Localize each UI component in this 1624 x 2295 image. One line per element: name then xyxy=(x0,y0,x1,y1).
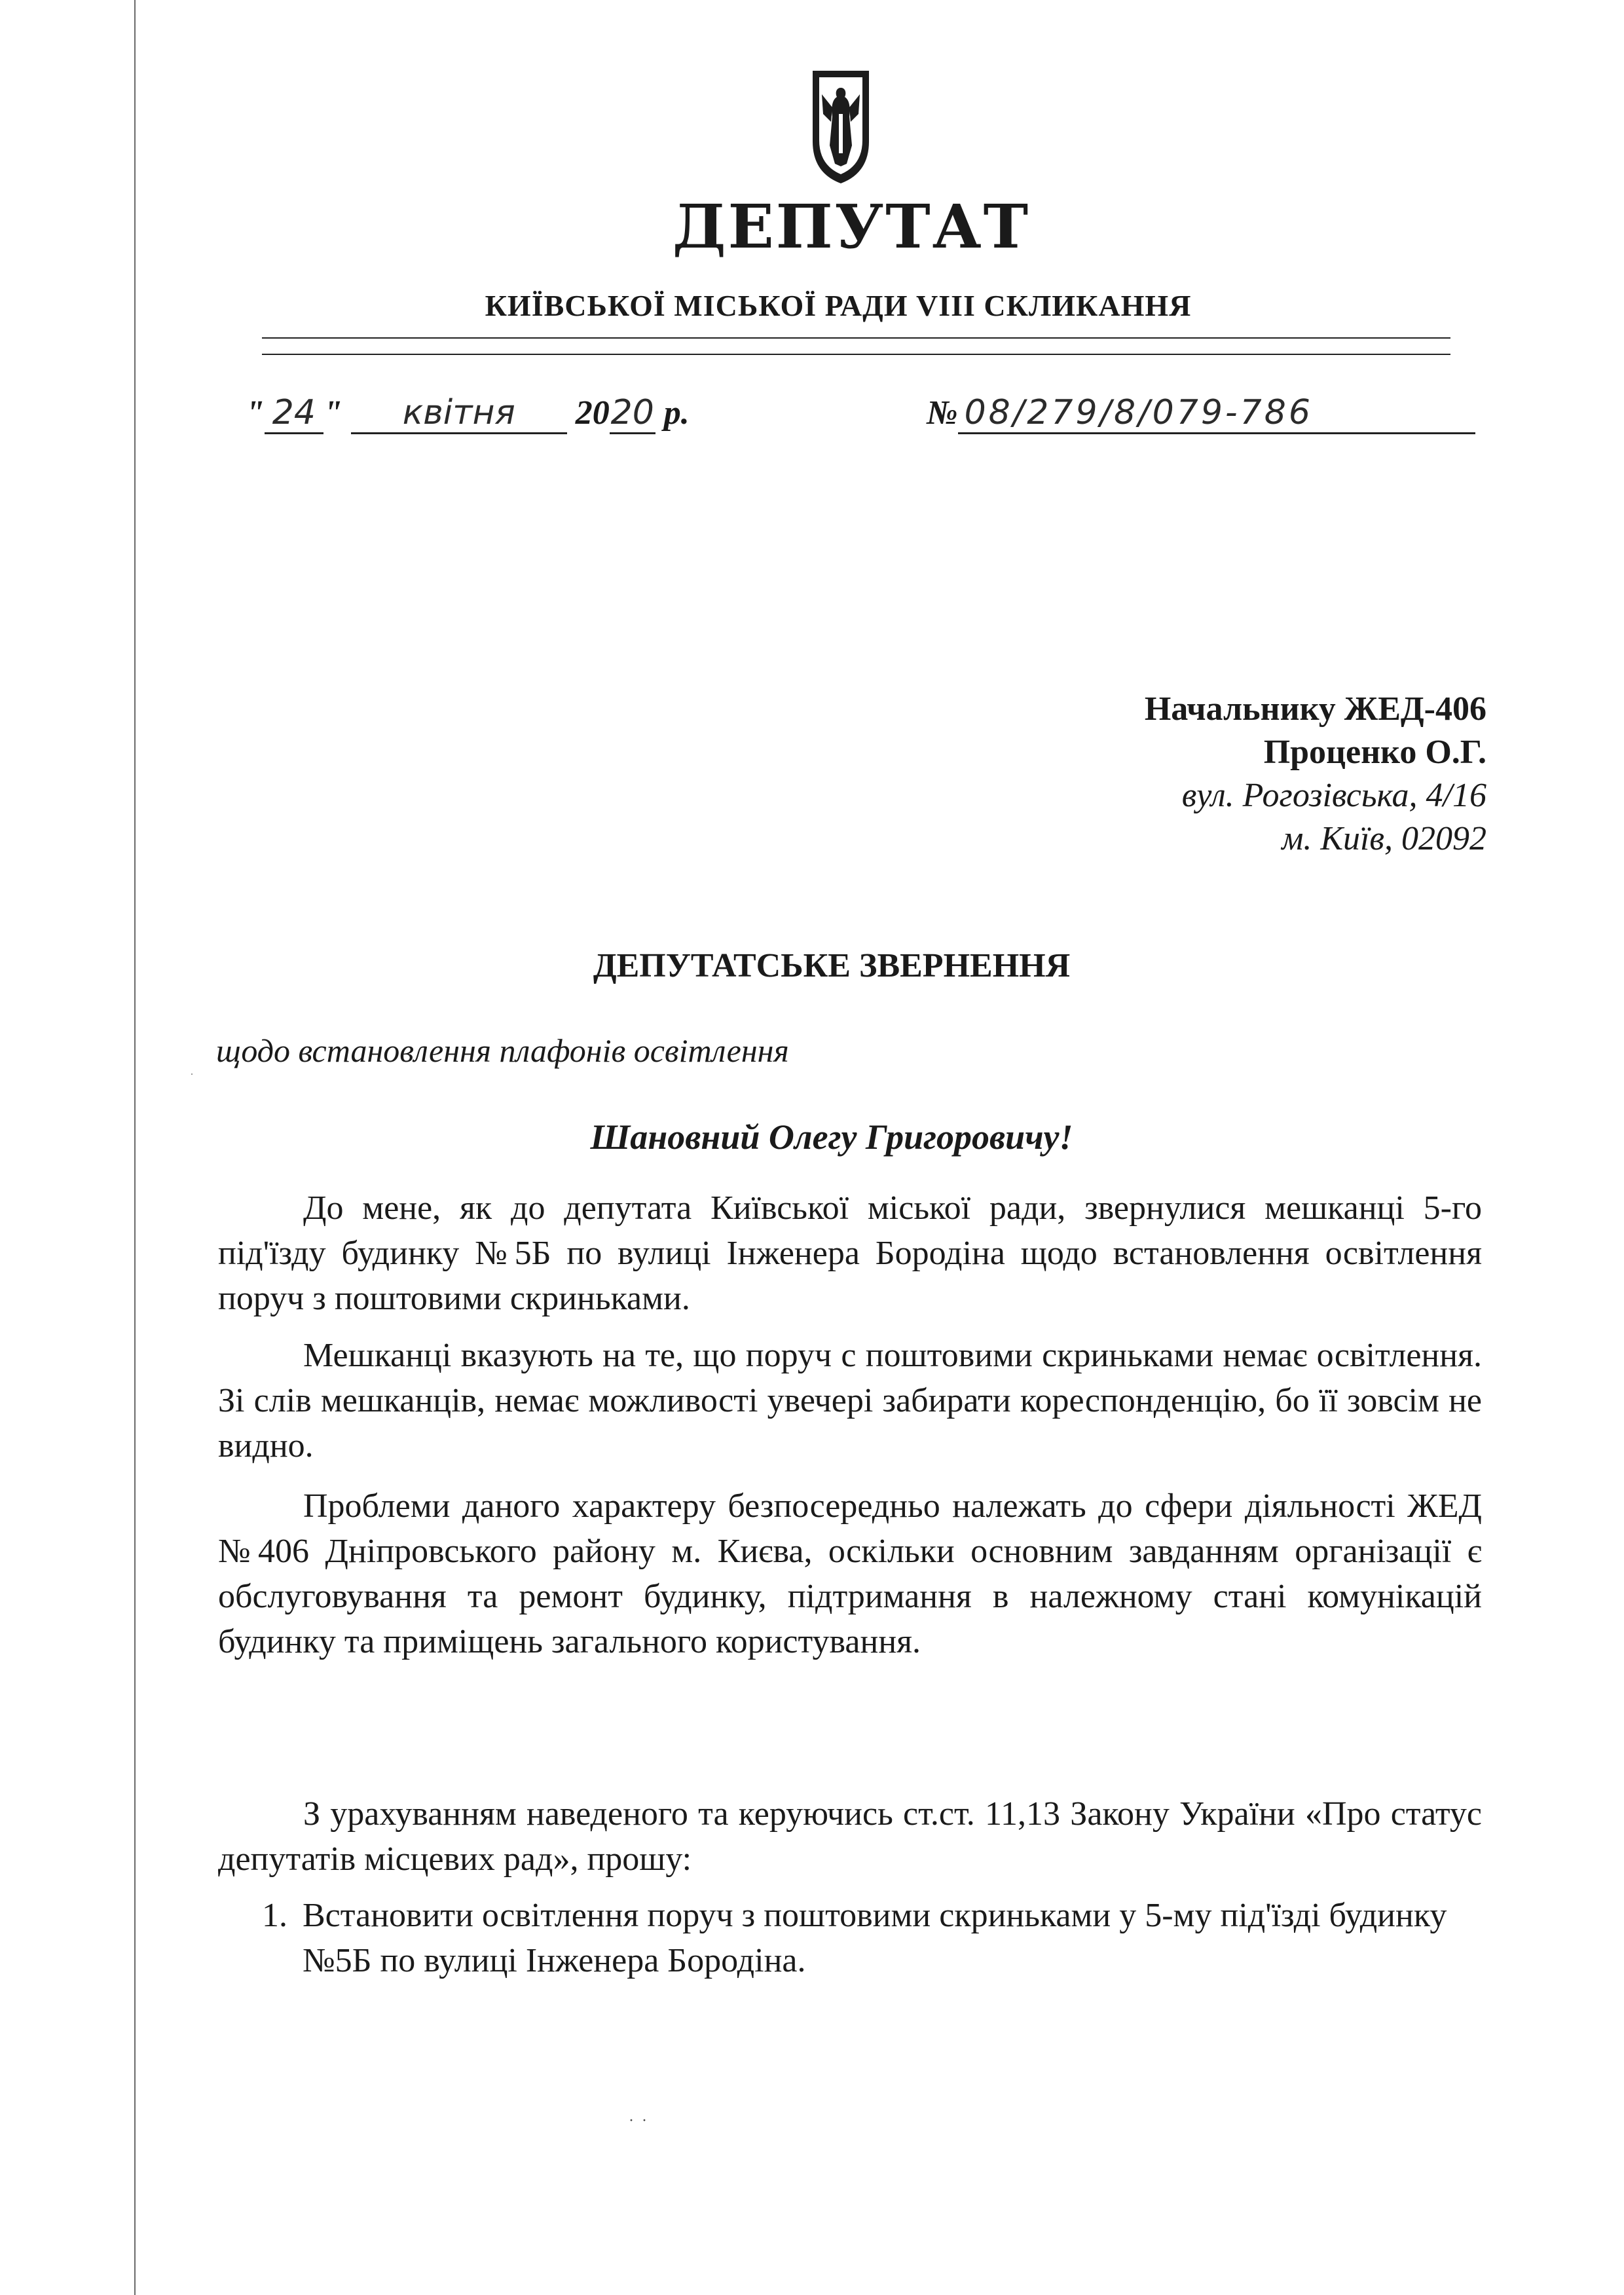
addressee-street: вул. Рогозівська, 4/16 xyxy=(1181,777,1486,814)
date-year-prefix: 20 xyxy=(575,394,610,432)
registration-number xyxy=(927,393,1475,434)
date-open-quote: " xyxy=(246,394,265,432)
body-paragraph-2 xyxy=(218,1333,1482,1482)
scan-specks: · · xyxy=(629,2112,647,2129)
document-subject: щодо встановлення плафонів освітлення xyxy=(216,1032,789,1069)
letterhead-rule-top xyxy=(262,337,1450,339)
letterhead-subtitle: КИЇВСЬКОЇ МІСЬКОЇ РАДИ VIII СКЛИКАННЯ xyxy=(485,289,1192,322)
paragraph-text: Проблеми даного характеру безпосередньо належать до сфери діяльності ЖЕД №406 Дніпровського району м. Києва, оскільки основним завданням організації є обслуговування та ремонт будинку, підтримання в належному стані комунікацій будинку та приміщень загального користування. xyxy=(218,1487,1482,1660)
addressee-name: Проценко О.Г. xyxy=(1263,734,1486,771)
registration-value: 08/279/8/079-786 xyxy=(958,393,1475,434)
paragraph-text: Мешканці вказують на те, що поруч с поштовими скриньками немає освітлення. Зі слів мешканців, немає можливості увечері забирати кореспонденцію, бо її зовсім не видно. xyxy=(218,1337,1482,1465)
salutation: Шановний Олегу Григоровичу! xyxy=(590,1117,1073,1157)
scan-speck: · xyxy=(190,1068,194,1081)
kyiv-coat-of-arms-icon xyxy=(810,68,872,186)
letter-date xyxy=(246,393,690,434)
addressee-block xyxy=(1145,688,1486,861)
date-month: квітня xyxy=(351,393,567,434)
registration-label: № xyxy=(927,394,958,432)
request-text: Встановити освітлення поруч з поштовими скриньками у 5-му під'їзді будинку №5Б по вулиці Інженера Бородіна. xyxy=(303,1897,1447,1979)
body-paragraph-1 xyxy=(218,1185,1482,1334)
letterhead-title: ДЕПУТАТ xyxy=(672,191,1031,262)
letterhead-rule-bottom xyxy=(262,354,1450,355)
body-paragraph-4 xyxy=(218,1791,1482,1895)
date-close-quote: " xyxy=(323,394,342,432)
body-paragraph-3 xyxy=(218,1483,1482,1677)
paragraph-text: З урахуванням наведеного та керуючись ст.ст. 11,13 Закону України «Про статус депутатів місцевих рад», прошу: xyxy=(218,1795,1482,1878)
request-number: 1. xyxy=(262,1897,287,1934)
date-day: 24 xyxy=(265,393,323,434)
paragraph-text: До мене, як до депутата Київської міської ради, звернулися мешканці 5-го під'їзду будинку №5Б по вулиці Інженера Бородіна щодо встановлення освітлення поруч з поштовими скриньками. xyxy=(218,1189,1482,1317)
addressee-position: Начальнику ЖЕД-406 xyxy=(1144,690,1486,728)
date-year-suffix: 20 xyxy=(610,393,655,434)
addressee-city: м. Київ, 02092 xyxy=(1282,820,1486,857)
date-suffix: р. xyxy=(663,394,690,432)
document-title: ДЕПУТАТСЬКЕ ЗВЕРНЕННЯ xyxy=(593,947,1071,984)
